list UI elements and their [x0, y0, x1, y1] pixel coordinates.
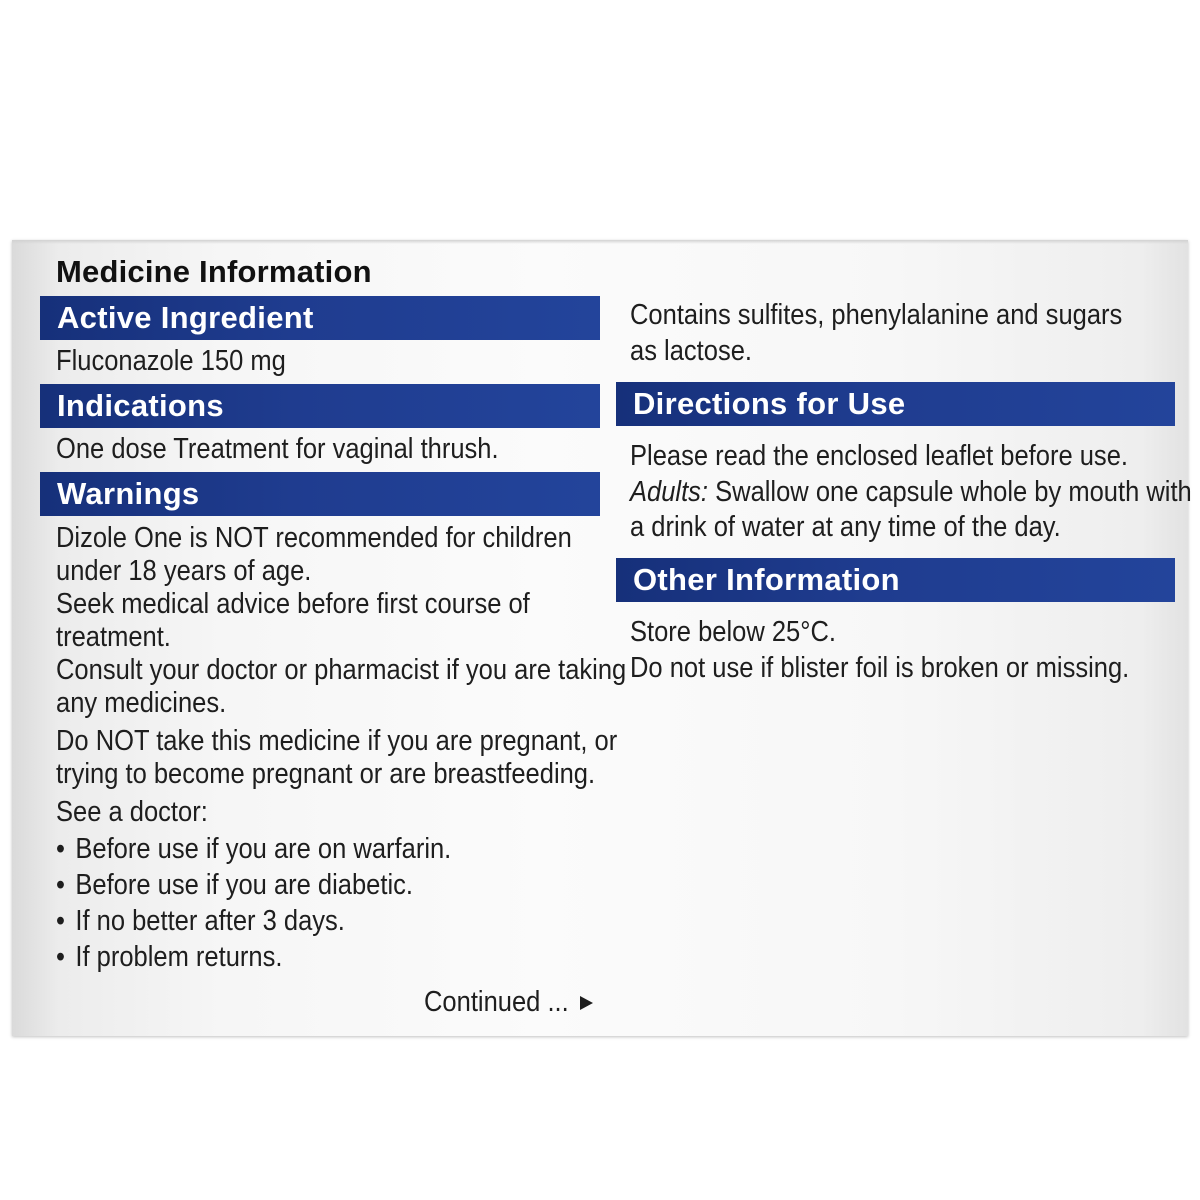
other-information-line: Do not use if blister foil is broken or missing.: [630, 652, 1130, 684]
warnings-line: Consult your doctor or pharmacist if you are taking: [56, 654, 627, 686]
other-information-line: Store below 25°C.: [630, 616, 836, 648]
warnings-line: treatment.: [56, 621, 171, 653]
bullet-text: Before use if you are on warfarin.: [75, 833, 452, 865]
bullet-text: Before use if you are diabetic.: [75, 869, 413, 901]
indications-text: One dose Treatment for vaginal thrush.: [56, 433, 499, 465]
warning-bullet-item: [56, 832, 451, 866]
bullet-text: If no better after 3 days.: [75, 905, 345, 937]
warnings-line: any medicines.: [56, 687, 227, 719]
indications-header: Indications: [40, 384, 600, 428]
bullet-icon: •: [56, 941, 65, 973]
warnings-header: Warnings: [40, 472, 600, 516]
see-a-doctor-label: See a doctor:: [56, 796, 208, 828]
warnings-line: Do NOT take this medicine if you are pregnant, or: [56, 725, 618, 757]
contains-line: Contains sulfites, phenylalanine and sugars: [630, 299, 1123, 331]
other-information-header: Other Information: [616, 558, 1175, 602]
warnings-line: Seek medical advice before first course of: [56, 588, 530, 620]
bullet-icon: •: [56, 905, 65, 937]
warnings-line: Dizole One is NOT recommended for children: [56, 522, 572, 554]
directions-line: Please read the enclosed leaflet before use.: [630, 440, 1128, 472]
medicine-information-title: Medicine Information: [56, 254, 372, 289]
continued-text: Continued ...: [424, 986, 569, 1018]
warnings-line: under 18 years of age.: [56, 555, 312, 587]
right-triangle-icon: [580, 996, 593, 1010]
adults-label: Adults:: [630, 476, 709, 508]
active-ingredient-header: Active Ingredient: [40, 296, 600, 340]
directions-line: a drink of water at any time of the day.: [630, 511, 1061, 543]
warning-bullet-item: [56, 940, 282, 974]
warnings-line: trying to become pregnant or are breastfeeding.: [56, 758, 596, 790]
warning-bullet-item: [56, 868, 413, 902]
bullet-icon: •: [56, 833, 65, 865]
panel-top-edge: [12, 240, 1188, 244]
bullet-text: If problem returns.: [75, 941, 283, 973]
directions-adults-line: [630, 475, 1192, 509]
contains-line: as lactose.: [630, 335, 753, 367]
medicine-info-panel: [12, 240, 1192, 1036]
active-ingredient-text: Fluconazole 150 mg: [56, 345, 286, 377]
continued-note: [424, 985, 588, 1019]
directions-header: Directions for Use: [616, 382, 1175, 426]
warning-bullet-item: [56, 904, 345, 938]
bullet-icon: •: [56, 869, 65, 901]
directions-line-rest: Swallow one capsule whole by mouth with: [708, 476, 1192, 508]
